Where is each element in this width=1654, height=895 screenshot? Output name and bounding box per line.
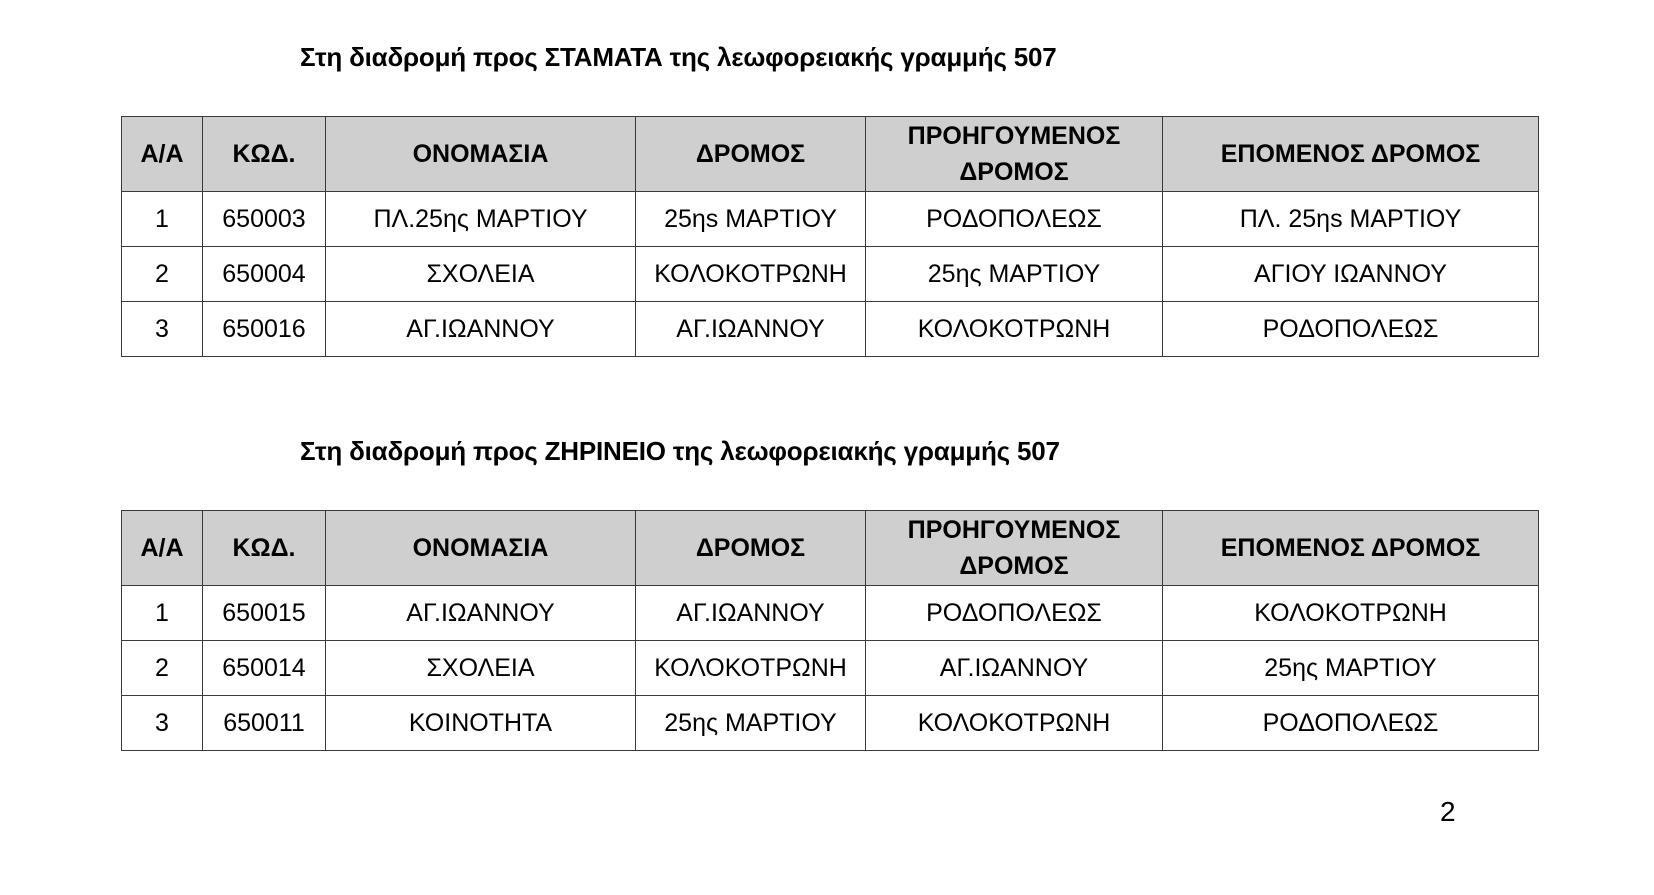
header-previous-road: ΠΡΟΗΓΟΥΜΕΝΟΣ ΔΡΟΜΟΣ bbox=[866, 117, 1163, 192]
header-next-road: ΕΠΟΜΕΝΟΣ ΔΡΟΜΟΣ bbox=[1163, 117, 1539, 192]
cell-aa: 2 bbox=[122, 641, 203, 696]
header-next-road: ΕΠΟΜΕΝΟΣ ΔΡΟΜΟΣ bbox=[1163, 511, 1539, 586]
cell-road: ΚΟΛΟΚΟΤΡΩΝΗ bbox=[636, 641, 866, 696]
cell-road: 25ης ΜΑΡΤΙΟΥ bbox=[636, 696, 866, 751]
cell-next-road: ΑΓΙΟΥ ΙΩΑΝΝΟΥ bbox=[1163, 247, 1539, 302]
stops-table-stamata bbox=[121, 116, 1539, 357]
header-aa: Α/Α bbox=[122, 117, 203, 192]
cell-code: 650003 bbox=[203, 192, 326, 247]
cell-previous-road: 25ης ΜΑΡΤΙΟΥ bbox=[866, 247, 1163, 302]
table-header-row bbox=[122, 117, 1539, 192]
table-header-row bbox=[122, 511, 1539, 586]
cell-next-road: ΡΟΔΟΠΟΛΕΩΣ bbox=[1163, 696, 1539, 751]
cell-name: ΣΧΟΛΕΙΑ bbox=[326, 247, 636, 302]
cell-previous-road: ΑΓ.ΙΩΑΝΝΟΥ bbox=[866, 641, 1163, 696]
section-title-zhrineio: Στη διαδρομή προς ΖΗΡΙΝΕΙΟ της λεωφορειακής γραμμής 507 bbox=[300, 436, 1060, 466]
cell-code: 650011 bbox=[203, 696, 326, 751]
section-title-stamata: Στη διαδρομή προς ΣΤΑΜΑΤΑ της λεωφορειακής γραμμής 507 bbox=[300, 42, 1057, 72]
cell-next-road: ΠΛ. 25ηs ΜΑΡΤΙΟΥ bbox=[1163, 192, 1539, 247]
cell-name: ΑΓ.ΙΩΑΝΝΟΥ bbox=[326, 586, 636, 641]
table-row bbox=[122, 641, 1539, 696]
header-name: ΟΝΟΜΑΣΙΑ bbox=[326, 511, 636, 586]
cell-aa: 3 bbox=[122, 302, 203, 357]
header-code: ΚΩΔ. bbox=[203, 511, 326, 586]
cell-previous-road: ΡΟΔΟΠΟΛΕΩΣ bbox=[866, 586, 1163, 641]
table-row bbox=[122, 696, 1539, 751]
table-row bbox=[122, 302, 1539, 357]
table-row bbox=[122, 586, 1539, 641]
header-previous-road: ΠΡΟΗΓΟΥΜΕΝΟΣ ΔΡΟΜΟΣ bbox=[866, 511, 1163, 586]
cell-code: 650016 bbox=[203, 302, 326, 357]
page-number: 2 bbox=[1440, 796, 1456, 827]
cell-previous-road: ΚΟΛΟΚΟΤΡΩΝΗ bbox=[866, 302, 1163, 357]
cell-road: ΚΟΛΟΚΟΤΡΩΝΗ bbox=[636, 247, 866, 302]
cell-aa: 2 bbox=[122, 247, 203, 302]
header-road: ΔΡΟΜΟΣ bbox=[636, 511, 866, 586]
cell-aa: 1 bbox=[122, 192, 203, 247]
cell-name: ΠΛ.25ης ΜΑΡΤΙΟΥ bbox=[326, 192, 636, 247]
cell-road: 25ηs ΜΑΡΤΙΟΥ bbox=[636, 192, 866, 247]
cell-name: ΑΓ.ΙΩΑΝΝΟΥ bbox=[326, 302, 636, 357]
table-row bbox=[122, 192, 1539, 247]
cell-road: ΑΓ.ΙΩΑΝΝΟΥ bbox=[636, 302, 866, 357]
cell-next-road: ΡΟΔΟΠΟΛΕΩΣ bbox=[1163, 302, 1539, 357]
cell-next-road: 25ης ΜΑΡΤΙΟΥ bbox=[1163, 641, 1539, 696]
cell-road: ΑΓ.ΙΩΑΝΝΟΥ bbox=[636, 586, 866, 641]
cell-aa: 1 bbox=[122, 586, 203, 641]
cell-next-road: ΚΟΛΟΚΟΤΡΩΝΗ bbox=[1163, 586, 1539, 641]
cell-previous-road: ΚΟΛΟΚΟΤΡΩΝΗ bbox=[866, 696, 1163, 751]
cell-code: 650004 bbox=[203, 247, 326, 302]
header-aa: Α/Α bbox=[122, 511, 203, 586]
cell-code: 650015 bbox=[203, 586, 326, 641]
table-row bbox=[122, 247, 1539, 302]
header-name: ΟΝΟΜΑΣΙΑ bbox=[326, 117, 636, 192]
cell-name: ΣΧΟΛΕΙΑ bbox=[326, 641, 636, 696]
cell-aa: 3 bbox=[122, 696, 203, 751]
header-code: ΚΩΔ. bbox=[203, 117, 326, 192]
cell-name: ΚΟΙΝΟΤΗΤΑ bbox=[326, 696, 636, 751]
stops-table-zhrineio bbox=[121, 510, 1539, 751]
cell-code: 650014 bbox=[203, 641, 326, 696]
header-road: ΔΡΟΜΟΣ bbox=[636, 117, 866, 192]
cell-previous-road: ΡΟΔΟΠΟΛΕΩΣ bbox=[866, 192, 1163, 247]
